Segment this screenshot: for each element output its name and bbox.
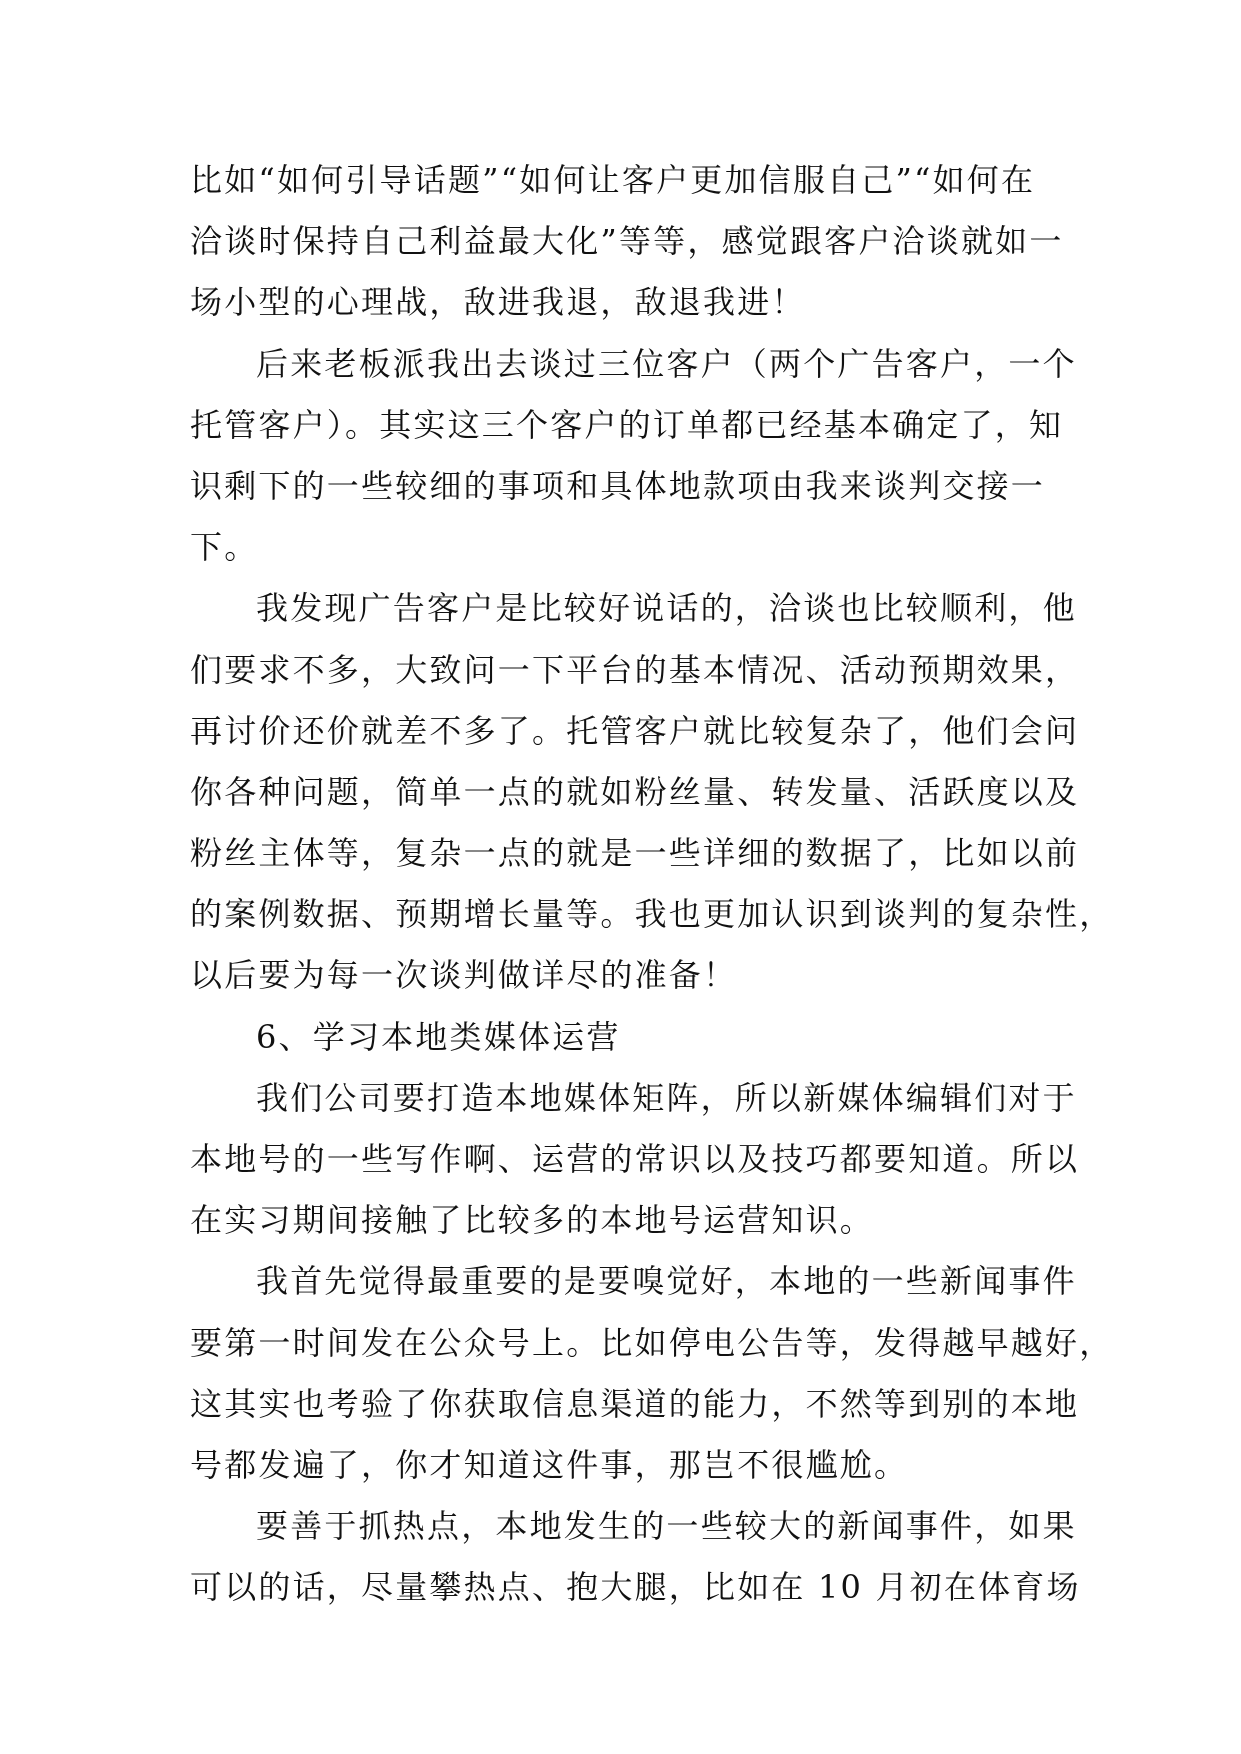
text-line: 我们公司要打造本地媒体矩阵，所以新媒体编辑们对于	[256, 1078, 1077, 1117]
paragraph	[190, 150, 1064, 334]
text-line: 你各种问题，简单一点的就如粉丝量、转发量、活跃度以及	[190, 772, 1080, 811]
text-line: 们要求不多，大致问一下平台的基本情况、活动预期效果，	[190, 650, 1080, 689]
text-line: 以后要为每一次谈判做详尽的准备！	[190, 956, 738, 995]
text-line: 粉丝主体等，复杂一点的就是一些详细的数据了，比如以前	[190, 834, 1080, 873]
text-line: 后来老板派我出去谈过三位客户（两个广告客户，一个	[256, 344, 1077, 383]
text-line: 号都发遍了，你才知道这件事，那岂不很尴尬。	[190, 1445, 909, 1484]
text-line: 我首先觉得最重要的是要嗅觉好，本地的一些新闻事件	[256, 1262, 1077, 1301]
text-line: 可以的话，尽量攀热点、抱大腿，比如在 10 月初在体育场	[190, 1568, 1081, 1607]
paragraph	[190, 1251, 1114, 1496]
text-line: 本地号的一些写作啊、运营的常识以及技巧都要知道。所以	[190, 1140, 1080, 1178]
text-line: 下。	[190, 528, 259, 567]
document-body	[190, 150, 1114, 1619]
text-line: 我发现广告客户是比较好说话的，洽谈也比较顺利，他	[256, 589, 1077, 628]
text-line: 再讨价还价就差不多了。托管客户就比较复杂了，他们会问	[190, 711, 1080, 750]
text-line: 比如“如何引导话题”“如何让客户更加信服自己”“如何在	[190, 161, 1036, 199]
text-line: 这其实也考验了你获取信息渠道的能力，不然等到别的本地	[190, 1384, 1080, 1423]
text-line: 的案例数据、预期增长量等。我也更加认识到谈判的复杂性，	[190, 895, 1114, 934]
text-line: 洽谈时保持自己利益最大化”等等，感觉跟客户洽谈就如一	[190, 222, 1064, 261]
text-line: 场小型的心理战，敌进我退，敌退我进！	[190, 283, 806, 322]
heading-line: 6、学习本地类媒体运营	[256, 1017, 621, 1056]
paragraph	[190, 1496, 1081, 1618]
text-line: 托管客户）。其实这三个客户的订单都已经基本确定了，知	[190, 405, 1064, 444]
paragraph	[190, 578, 1114, 1006]
text-line: 要第一时间发在公众号上。比如停电公告等，发得越早越好，	[190, 1323, 1114, 1362]
section-heading	[190, 1007, 1050, 1068]
text-line: 在实习期间接触了比较多的本地号运营知识。	[190, 1201, 875, 1240]
text-line: 识剩下的一些较细的事项和具体地款项由我来谈判交接一	[190, 466, 1046, 505]
paragraph	[190, 1068, 1080, 1252]
paragraph	[190, 334, 1077, 579]
text-line: 要善于抓热点，本地发生的一些较大的新闻事件，如果	[256, 1507, 1077, 1546]
